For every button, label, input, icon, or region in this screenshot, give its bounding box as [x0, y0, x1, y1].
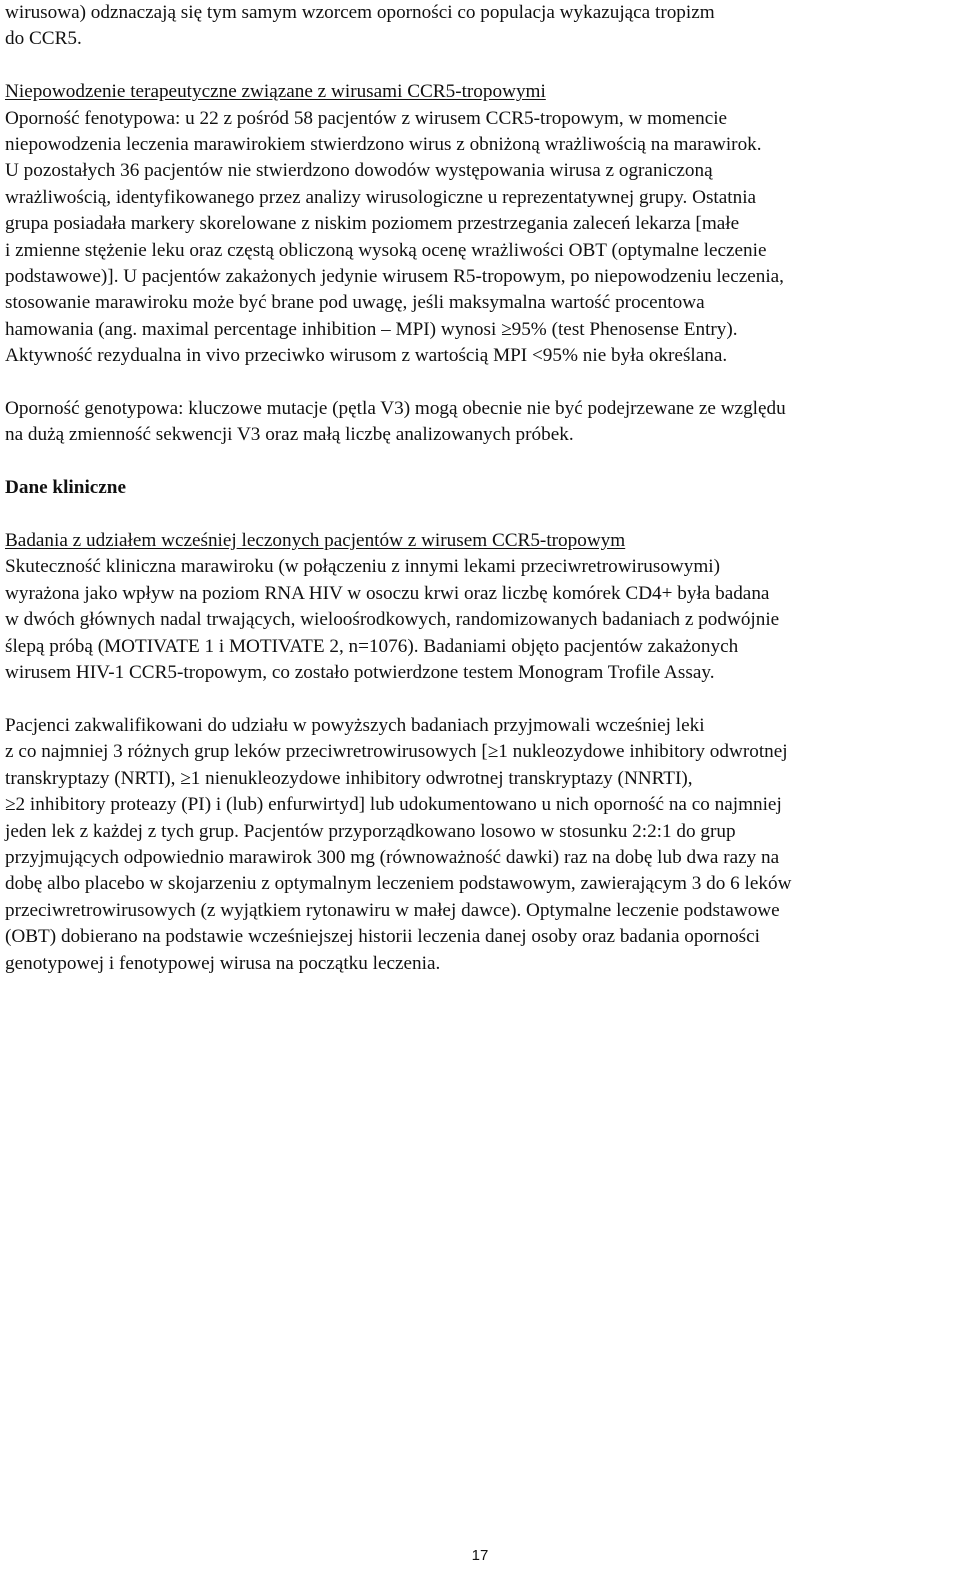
page-number: 17 [471, 1547, 489, 1564]
text-line: w dwóch głównych nadal trwających, wieloośrodkowych, randomizowanych badaniach z podwójnie [5, 609, 780, 631]
text-line: ≥2 inhibitory proteazy (PI) i (lub) enfurwirtyd] lub udokumentowano u nich oporność na co najmniej [5, 794, 782, 816]
efficacy-section [5, 528, 950, 686]
text-line: wrażliwością, identyfikowanego przez analizy wirusologiczne u reprezentatywnej grupy. Ostatnia [5, 186, 757, 208]
text-line: wyrażona jako wpływ na poziom RNA HIV w osoczu krwi oraz liczbę komórek CD4+ była badana [5, 582, 770, 604]
text-line: grupa posiadała markery skorelowane z niskim poziomem przestrzegania zaleceń lekarza [małe [5, 213, 740, 235]
studies-subheading: Badania z udziałem wcześniej leczonych pacjentów z wirusem CCR5-tropowym [5, 530, 626, 552]
text-line: Oporność fenotypowa: u 22 z pośród 58 pacjentów z wirusem CCR5-tropowym, w momencie [5, 107, 728, 129]
text-line: do CCR5. [5, 28, 82, 50]
text-line: (OBT) dobierano na podstawie wcześniejszej historii leczenia danej osoby oraz badania oporności [5, 926, 760, 948]
text-line: transkryptazy (NRTI), ≥1 nienukleozydowe inhibitory odwrotnej transkryptazy (NNRTI), [5, 767, 693, 789]
text-line: i zmienne stężenie leku oraz częstą obliczoną wysoką ocenę wrażliwości OBT (optymalne leczenie [5, 239, 767, 261]
text-line: U pozostałych 36 pacjentów nie stwierdzono dowodów występowania wirusa z ograniczoną [5, 160, 713, 182]
text-line: Skuteczność kliniczna marawiroku (w połączeniu z innymi lekami przeciwretrowirusowymi) [5, 556, 721, 578]
text-line: Pacjenci zakwalifikowani do udziału w powyższych badaniach przyjmowali wcześniej leki [5, 714, 705, 736]
paragraph-gap [5, 687, 950, 713]
text-line: hamowania (ang. maximal percentage inhibition – MPI) wynosi ≥95% (test Phenosense Entry). [5, 318, 738, 340]
paragraph-gap [5, 53, 950, 79]
text-line: stosowanie marawiroku może być brane pod uwagę, jeśli maksymalna wartość procentowa [5, 292, 705, 314]
text-line: ślepą próbą (MOTIVATE 1 i MOTIVATE 2, n=1076). Badaniami objęto pacjentów zakażonych [5, 635, 739, 657]
genotypic-paragraph [5, 396, 950, 449]
clinical-data-heading: Dane kliniczne [5, 477, 126, 499]
text-line: podstawowe)]. U pacjentów zakażonych jedynie wirusem R5-tropowym, po niepowodzeniu leczenia, [5, 266, 784, 288]
section-subheading: Niepowodzenie terapeutyczne związane z wirusami CCR5-tropowymi [5, 81, 546, 103]
paragraph-gap [5, 449, 950, 475]
text-line: niepowodzenia leczenia marawirokiem stwierdzono wirus z obniżoną wrażliwością na marawirok. [5, 134, 762, 156]
text-line: Oporność genotypowa: kluczowe mutacje (pętla V3) mogą obecnie nie być podejrzewane ze względu [5, 398, 786, 420]
text-line: na dużą zmienność sekwencji V3 oraz małą liczbę analizowanych próbek. [5, 424, 574, 446]
text-line: wirusowa) odznaczają się tym samym wzorcem oporności co populacja wykazująca tropizm [5, 2, 715, 23]
therapeutic-failure-section [5, 79, 950, 369]
text-line: przyjmujących odpowiednio marawirok 300 mg (równoważność dawki) raz na dobę lub dwa razy na [5, 846, 780, 868]
text-line: wirusem HIV-1 CCR5-tropowym, co zostało potwierdzone testem Monogram Trofile Assay. [5, 662, 715, 684]
intro-paragraph [5, 0, 950, 53]
document-page [5, 0, 950, 977]
text-line: Aktywność rezydualna in vivo przeciwko wirusom z wartością MPI <95% nie była określana. [5, 345, 728, 367]
text-line: dobę albo placebo w skojarzeniu z optymalnym leczeniem podstawowym, zawierającym 3 do 6 leków [5, 873, 792, 895]
paragraph-gap [5, 370, 950, 396]
text-line: jeden lek z każdej z tych grup. Pacjentów przyporządkowano losowo w stosunku 2:2:1 do grup [5, 820, 736, 842]
text-line: przeciwretrowirusowych (z wyjątkiem rytonawiru w małej dawce). Optymalne leczenie podstawowe [5, 899, 780, 921]
text-line: genotypowej i fenotypowej wirusa na początku leczenia. [5, 952, 441, 974]
eligibility-paragraph [5, 713, 950, 977]
paragraph-gap [5, 502, 950, 528]
text-line: z co najmniej 3 różnych grup leków przeciwretrowirusowych [≥1 nukleozydowe inhibitory odwrotnej [5, 741, 788, 763]
